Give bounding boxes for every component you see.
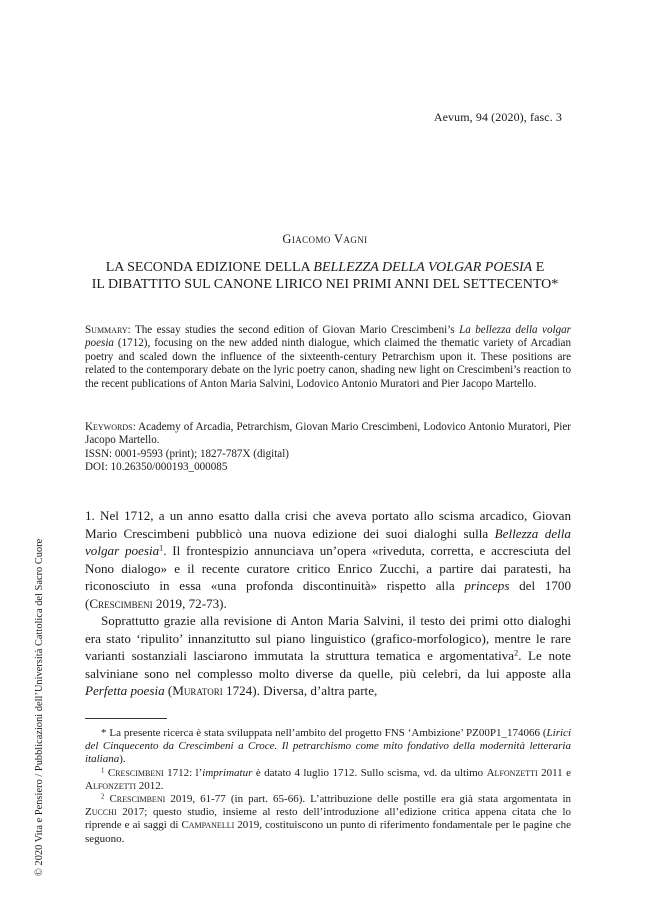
paragraph-2 bbox=[85, 612, 571, 700]
p2-italic-1: Perfetta poesia bbox=[85, 683, 165, 698]
fn1-text-1: 1712: l’ bbox=[163, 766, 203, 779]
fn2-author-3: Campanelli bbox=[181, 819, 235, 832]
journal-reference: Aevum, 94 (2020), fasc. 3 bbox=[433, 110, 562, 124]
article-title bbox=[60, 259, 590, 293]
title-line1-post: E bbox=[532, 260, 545, 275]
p1-italic-1: Bellezza della volgar poesia bbox=[85, 525, 571, 558]
author-name: Giacomo Vagni bbox=[282, 232, 368, 246]
summary-italic-title: La bellezza della volgar poesia bbox=[85, 324, 571, 350]
fn1-text-4: 2012. bbox=[136, 779, 164, 792]
fn-star-text-2: ). bbox=[119, 753, 126, 766]
fn1-text-2: è datato 4 luglio 1712. Sullo scisma, vd. da ultimo bbox=[252, 766, 487, 779]
summary-label: Summary bbox=[85, 324, 128, 336]
p2-citation-author: Muratori bbox=[172, 683, 223, 698]
footnote-2 bbox=[85, 793, 571, 846]
p1-text-1: 1. Nel 1712, a un anno esatto dalla crisi che aveva portato allo scisma arcadico, Giovan Mario Crescimbeni pubblicò una nuova edizione dei suoi dialoghi sulla bbox=[85, 508, 571, 541]
summary bbox=[85, 324, 571, 391]
fn1-italic: imprimatur bbox=[202, 766, 253, 779]
keywords-block bbox=[85, 421, 571, 475]
footnote-1 bbox=[85, 767, 571, 793]
fn2-text-3: 2019, costituiscono un punto di riferimento fondamentale per le pagine che seguono. bbox=[85, 819, 571, 845]
summary-text-1: : The essay studies the second edition of Giovan Mario Crescimbeni’s bbox=[127, 324, 460, 336]
issn: ISSN: 0001-9593 (print); 1827-787X (digital) bbox=[85, 447, 289, 460]
footnote-ref-2: 2 bbox=[514, 648, 519, 658]
footnote-separator bbox=[85, 718, 167, 719]
doi: DOI: 10.26350/000193_000085 bbox=[85, 461, 228, 474]
p1-text-4: 2019, 72-73). bbox=[152, 595, 227, 611]
fn1-text-3: 2011 e bbox=[537, 766, 571, 779]
fn1-number: 1 bbox=[101, 766, 105, 774]
fn2-text-1: 2019, 61-77 (in part. 65-66). L’attribuzione delle postille era già stata argomentata in bbox=[165, 793, 571, 806]
footnote-ref-1: 1 bbox=[159, 543, 164, 553]
fn1-author-3: Alfonzetti bbox=[85, 779, 137, 792]
fn-star-italic: Lirici del Cinquecento da Crescimbeni a Croce. Il petrarchismo come mito fondativo della modernità letteraria italiana bbox=[85, 727, 571, 766]
keywords-text: : Academy of Arcadia, Petrarchism, Giovan Mario Crescimbeni, Lodovico Antonio Muratori, Pier Jacopo Martello. bbox=[85, 421, 571, 447]
fn1-author-1: Crescimbeni bbox=[107, 766, 164, 779]
side-copyright: © 2020 Vita e Pensiero / Pubblicazioni dell’Università Cattolica del Sacro Cuore bbox=[34, 538, 45, 876]
footnotes bbox=[85, 727, 571, 846]
p1-text-3: del 1700 ( bbox=[85, 578, 572, 611]
title-line2: IL DIBATTITO SUL CANONE LIRICO NEI PRIMI ANNI DEL SETTECENTO* bbox=[91, 277, 559, 292]
p2-text-4: 1724). Diversa, d’altra parte, bbox=[222, 683, 378, 698]
title-line1-pre: LA SECONDA EDIZIONE DELLA bbox=[105, 260, 314, 275]
p1-citation-author: Crescimbeni bbox=[89, 595, 153, 611]
p1-italic-2: princeps bbox=[464, 578, 510, 593]
p2-text-2: . Le note salviniane sono nel complesso molto diverse da quelle, più celebri, da lui apposte alla bbox=[85, 648, 571, 681]
fn2-number: 2 bbox=[101, 793, 105, 801]
title-line1-italic: BELLEZZA DELLA VOLGAR POESIA bbox=[313, 260, 533, 275]
body-text bbox=[85, 507, 571, 700]
fn2-author-1: Crescimbeni bbox=[109, 793, 166, 806]
footnote-star bbox=[85, 727, 571, 767]
fn2-text-2: 2017; questo studio, insieme al resto dell’introduzione all’edizione critica appena citata che lo riprende e ai saggi di bbox=[85, 806, 571, 832]
paragraph-1 bbox=[85, 507, 571, 612]
fn2-author-2: Zucchi bbox=[85, 806, 117, 819]
keywords bbox=[85, 421, 571, 448]
fn1-author-2: Alfonzetti bbox=[486, 766, 538, 779]
p1-text-2: . Il frontespizio annunciava un’opera «riveduta, corretta, e accresciuta del Nono dialogo» e il recente curatore critico Enrico Zucchi, a partire dai paratesti, ha riconosciuto in essa «una profonda discontinuità» rispetto alla bbox=[85, 543, 571, 593]
keywords-label: Keywords bbox=[85, 421, 133, 433]
p2-text-3: ( bbox=[164, 683, 173, 698]
p2-text-1: Soprattutto grazie alla revisione di Anton Maria Salvini, il testo dei primi otto dialoghi era stato ‘ripulito’ innanzitutto sul piano linguistico (grafico-morfologico), mentre le rare varianti sostanziali lasciarono immutata la struttura tematica e argomentativa bbox=[85, 613, 571, 663]
fn-star-text-1: * La presente ricerca è stata sviluppata nell’ambito del progetto FNS ‘Ambizione’ PZ00P1_174066 ( bbox=[101, 727, 547, 739]
summary-text-2: (1712), focusing on the new added ninth dialogue, which claimed the thematic variety of Arcadian poetry and scaled down the influence of the sixteenth-century Petrarchism upon it. These positions are related to the contemporary debate on the lyric poetry canon, shading new light on Crescimbeni’s reaction to the recent publications of Anton Maria Salvini, Lodovico Antonio Muratori and Pier Jacopo Martello. bbox=[85, 337, 571, 390]
